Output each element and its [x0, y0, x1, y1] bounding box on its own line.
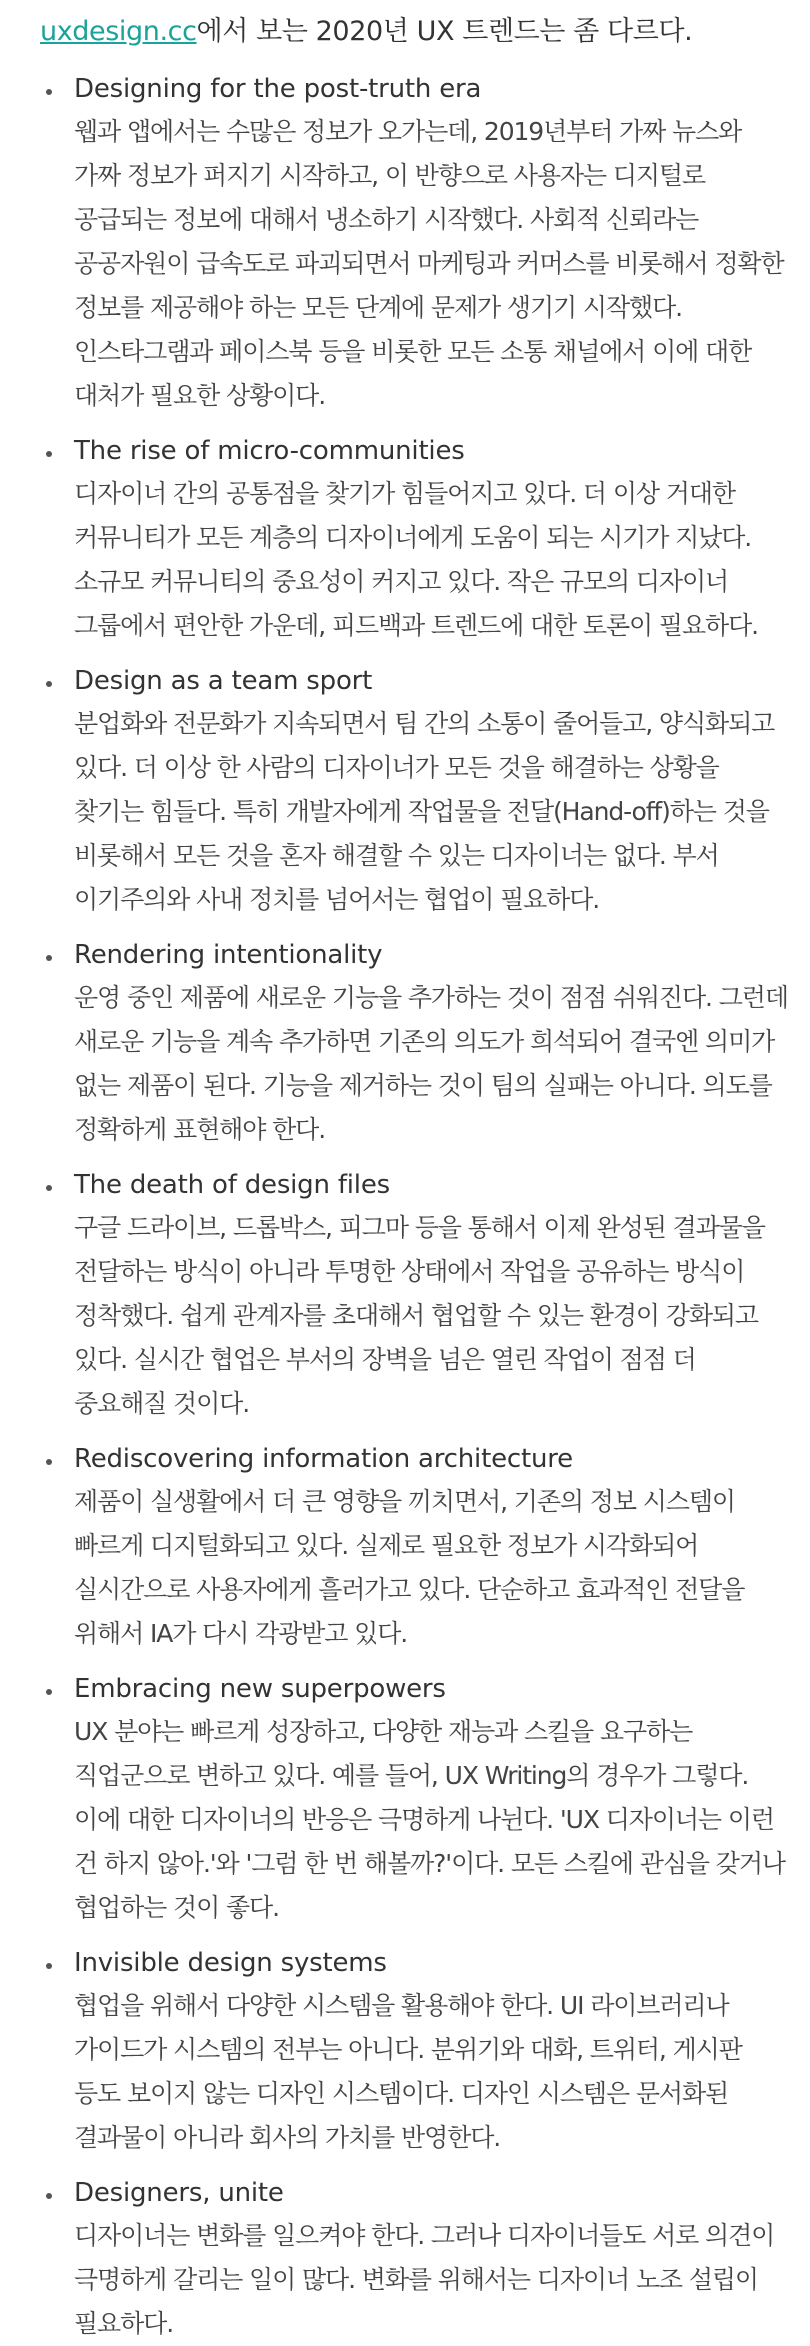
bullet-icon: [46, 1963, 52, 1969]
uxdesign-link[interactable]: uxdesign.cc: [40, 16, 197, 47]
trend-description: 협업을 위해서 다양한 시스템을 활용해야 한다. UI 라이브러리나 가이드가 시스템의 전부는 아니다. 분위기와 대화, 트위터, 게시판 등도 보이지 않는 디자인 시스템이다. 디자인 시스템은 문서화된 결과물이 아니라 회사의 가치를 반영한다.: [74, 1991, 742, 2152]
trend-description: 웹과 앱에서는 수많은 정보가 오가는데, 2019년부터 가짜 뉴스와 가짜 정보가 퍼지기 시작하고, 이 반향으로 사용자는 디지털로 공급되는 정보에 대해서 냉소하기 시작했다. 사회적 신뢰라는 공공자원이 급속도로 파괴되면서 마케팅과 커머스를 비롯해서 정확한 정보를 제공해야 하는 모든 단계에 문제가 생기기 시작했다. 인스타그램과 페이스북 등을 비롯한 모든 소통 채널에서 이에 대한 대처가 필요한 상황이다.: [74, 117, 784, 410]
bullet-icon: [46, 955, 52, 961]
trend-item: [40, 1942, 790, 2160]
trend-item: [40, 1668, 790, 1930]
trend-title: Design as a team sport: [74, 666, 373, 696]
bullet-icon: [46, 1459, 52, 1465]
trend-title: Designing for the post-truth era: [74, 74, 482, 104]
intro-text: 에서 보는 2020년 UX 트렌드는 좀 다르다.: [196, 16, 693, 47]
trend-list: [40, 68, 790, 2346]
intro-paragraph: [40, 10, 790, 54]
trend-item: [40, 1164, 790, 1426]
trend-title: Embracing new superpowers: [74, 1674, 446, 1704]
trend-title: The death of design files: [74, 1170, 390, 1200]
bullet-icon: [46, 451, 52, 457]
trend-description: UX 분야는 빠르게 성장하고, 다양한 재능과 스킬을 요구하는 직업군으로 변하고 있다. 예를 들어, UX Writing의 경우가 그렇다. 이에 대한 디자이너의 반응은 극명하게 나뉜다. 'UX 디자이너는 이런 건 하지 않아.'와 '그럼 한 번 해볼까?'이다. 모든 스킬에 관심을 갖거나 협업하는 것이 좋다.: [74, 1717, 785, 1922]
bullet-icon: [46, 1185, 52, 1191]
trend-description: 분업화와 전문화가 지속되면서 팀 간의 소통이 줄어들고, 양식화되고 있다. 더 이상 한 사람의 디자이너가 모든 것을 해결하는 상황을 찾기는 힘들다. 특히 개발자에게 작업물을 전달(Hand-off)하는 것을 비롯해서 모든 것을 혼자 해결할 수 있는 디자이너는 없다. 부서 이기주의와 사내 정치를 넘어서는 협업이 필요하다.: [74, 709, 775, 914]
trend-item: [40, 660, 790, 922]
trend-item: [40, 934, 790, 1152]
bullet-icon: [46, 2193, 52, 2199]
trend-description: 디자이너는 변화를 일으켜야 한다. 그러나 디자이너들도 서로 의견이 극명하게 갈리는 일이 많다. 변화를 위해서는 디자이너 노조 설립이 필요하다.: [74, 2221, 775, 2338]
trend-item: [40, 1438, 790, 1656]
trend-item: [40, 2172, 790, 2346]
trend-title: Invisible design systems: [74, 1948, 387, 1978]
trend-item: [40, 68, 790, 418]
trend-title: Rendering intentionality: [74, 940, 383, 970]
bullet-icon: [46, 681, 52, 687]
trend-item: [40, 430, 790, 648]
trend-title: The rise of micro-communities: [74, 436, 465, 466]
trend-title: Designers, unite: [74, 2178, 284, 2208]
trend-title: Rediscovering information architecture: [74, 1444, 573, 1474]
trend-description: 운영 중인 제품에 새로운 기능을 추가하는 것이 점점 쉬워진다. 그런데 새로운 기능을 계속 추가하면 기존의 의도가 희석되어 결국엔 의미가 없는 제품이 된다. 기능을 제거하는 것이 팀의 실패는 아니다. 의도를 정확하게 표현해야 한다.: [74, 983, 788, 1144]
bullet-icon: [46, 89, 52, 95]
trend-description: 제품이 실생활에서 더 큰 영향을 끼치면서, 기존의 정보 시스템이 빠르게 디지털화되고 있다. 실제로 필요한 정보가 시각화되어 실시간으로 사용자에게 흘러가고 있다. 단순하고 효과적인 전달을 위해서 IA가 다시 각광받고 있다.: [74, 1487, 745, 1648]
trend-description: 디자이너 간의 공통점을 찾기가 힘들어지고 있다. 더 이상 거대한 커뮤니티가 모든 계층의 디자이너에게 도움이 되는 시기가 지났다. 소규모 커뮤니티의 중요성이 커지고 있다. 작은 규모의 디자이너 그룹에서 편안한 가운데, 피드백과 트렌드에 대한 토론이 필요하다.: [74, 479, 758, 640]
trend-description: 구글 드라이브, 드롭박스, 피그마 등을 통해서 이제 완성된 결과물을 전달하는 방식이 아니라 투명한 상태에서 작업을 공유하는 방식이 정착했다. 쉽게 관계자를 초대해서 협업할 수 있는 환경이 강화되고 있다. 실시간 협업은 부서의 장벽을 넘은 열린 작업이 점점 더 중요해질 것이다.: [74, 1213, 765, 1418]
bullet-icon: [46, 1689, 52, 1695]
